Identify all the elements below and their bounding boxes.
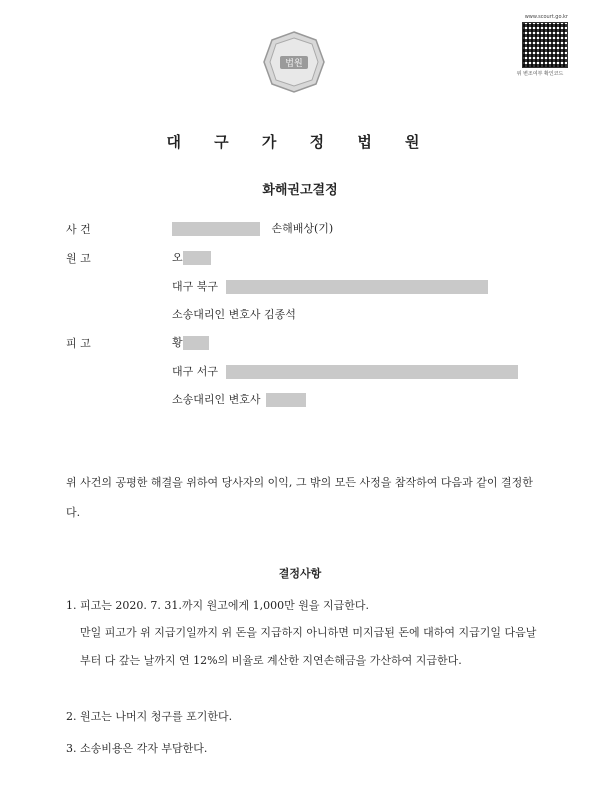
redaction-box xyxy=(266,393,306,407)
defendant-address: 대구 서구 xyxy=(172,365,219,378)
court-name: 대 구 가 정 법 원 xyxy=(166,133,434,151)
court-emblem-icon xyxy=(262,30,326,94)
decision-item-3: 3. 소송비용은 각자 부담한다. xyxy=(66,742,208,755)
decision-item-2: 2. 원고는 나머지 청구를 포기한다. xyxy=(66,710,233,723)
plaintiff-name: 오 xyxy=(172,251,183,264)
plaintiff-address: 대구 북구 xyxy=(172,280,219,293)
qr-caption: 위 변조여부 확인코드 xyxy=(516,71,564,77)
decision-heading: 결정사항 xyxy=(278,567,322,580)
redaction-box xyxy=(172,222,260,236)
plaintiff-label: 원 고 xyxy=(66,252,91,265)
defendant-attorney-row xyxy=(172,391,306,407)
defendant-name: 황 xyxy=(172,336,183,349)
plaintiff-attorney: 소송대리인 변호사 김종석 xyxy=(172,308,296,321)
document-title: 화해권고결정 xyxy=(262,183,338,198)
case-row xyxy=(172,220,333,236)
case-label: 사 건 xyxy=(66,223,91,236)
qr-code-icon xyxy=(522,22,568,68)
defendant-label: 피 고 xyxy=(66,337,91,350)
defendant-name-row xyxy=(172,334,209,350)
redaction-box xyxy=(226,365,518,379)
verification-qr xyxy=(512,14,568,77)
qr-url: www.scourt.go.kr xyxy=(524,14,568,20)
redaction-box xyxy=(183,336,209,350)
plaintiff-address-row xyxy=(172,278,488,294)
redaction-box xyxy=(226,280,488,294)
intro-paragraph: 위 사건의 공평한 해결을 위하여 당사자의 이익, 그 밖의 모든 사정을 참작하여 다음과 같이 결정한다. xyxy=(66,476,533,519)
decision-item-1-detail: 만일 피고가 위 지급기일까지 위 돈을 지급하지 아니하면 미지급된 돈에 대하여 지급기일 다음날부터 다 갚는 날까지 연 12%의 비율로 계산한 지연손해금을 가산하여 지급한다. xyxy=(80,626,537,667)
defendant-attorney: 소송대리인 변호사 xyxy=(172,393,261,406)
emblem-text: 법원 xyxy=(285,59,303,69)
plaintiff-name-row xyxy=(172,249,211,265)
case-value: 손해배상(기) xyxy=(271,222,334,235)
defendant-address-row xyxy=(172,363,518,379)
redaction-box xyxy=(183,251,211,265)
decision-item-1: 1. 피고는 2020. 7. 31.까지 원고에게 1,000만 원을 지급한다. xyxy=(66,599,369,612)
